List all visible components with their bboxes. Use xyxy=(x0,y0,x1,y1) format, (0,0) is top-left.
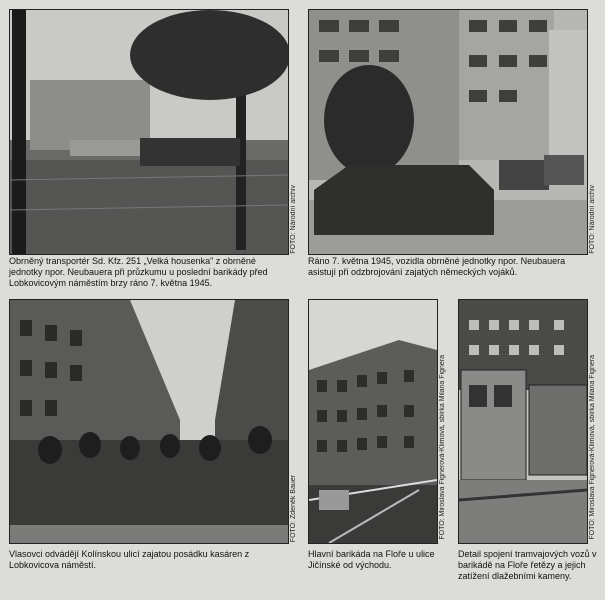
photo-main-barricade xyxy=(308,299,438,544)
photo-credit: FOTO: Národní archiv xyxy=(589,185,596,254)
photo-credit: FOTO: Miroslava Fignerová-Klimová, sbírka Milana Fignera xyxy=(589,355,596,540)
photo-credit: FOTO: Zdeněk Bauer xyxy=(290,475,297,543)
photo-caption: Detail spojení tramvajových vozů v barikádě na Floře řetězy a jejich zatížení dlažebními kameny. xyxy=(458,549,597,581)
photo-caption: Hlavní barikáda na Floře u ulice Jičínské od východu. xyxy=(308,549,435,570)
photo-tram-cars xyxy=(458,299,588,544)
photo-caption: Vlasovci odvádějí Kolínskou ulicí zajatou posádku kasáren z Lobkovicova náměstí. xyxy=(9,549,250,570)
photo-caption: Obrněný transportér Sd. Kfz. 251 „Velká housenka" z obrněné jednotky npor. Neubauera při průzkumu u poslední barikády před Lobkovicovým náměstím brzy ráno 7. května 1945. xyxy=(9,256,268,288)
photo-armored-transporter xyxy=(9,9,289,255)
photo-disarming-soldiers xyxy=(308,9,588,255)
photo-credit: FOTO: Národní archiv xyxy=(290,185,297,254)
photo-prisoners-column xyxy=(9,299,289,544)
photo-caption: Ráno 7. května 1945, vozidla obrněné jednotky npor. Neubauera asistují při odzbrojování zajatých německých vojáků. xyxy=(308,256,566,277)
photo-credit: FOTO: Miroslava Fignerová-Klimová, sbírka Milana Fignera xyxy=(439,355,446,540)
